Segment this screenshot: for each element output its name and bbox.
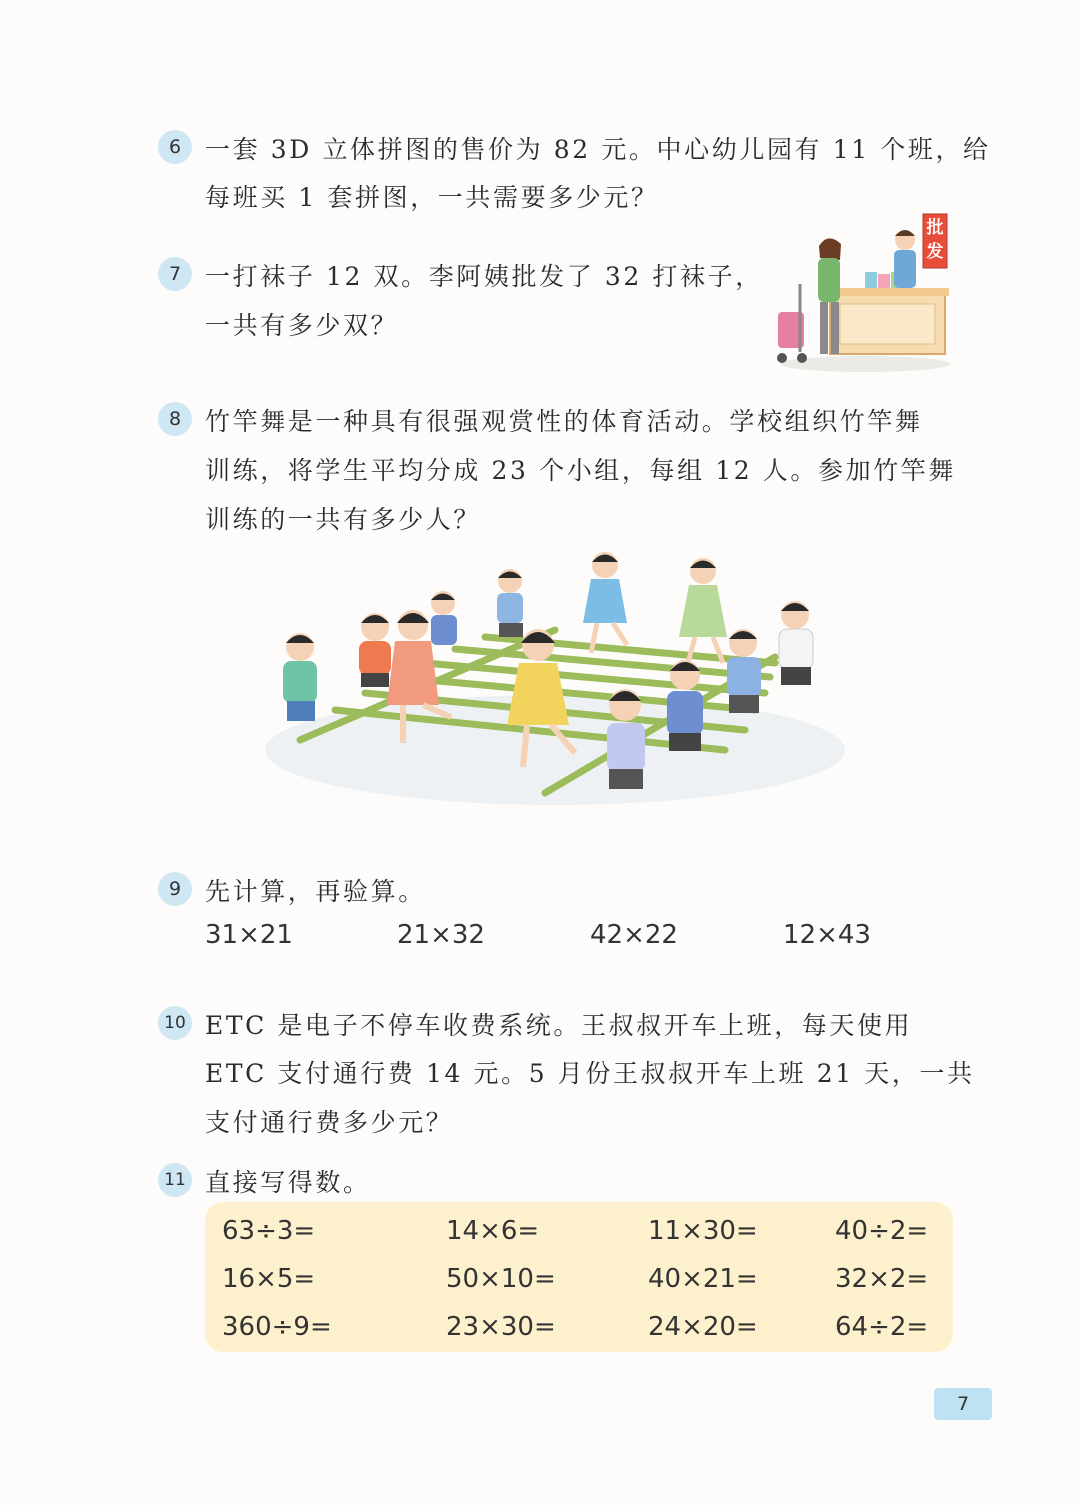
problem-7-line-2: 一共有多少双？ bbox=[205, 311, 399, 340]
problem-11-line-1: 直接写得数。 bbox=[205, 1168, 371, 1197]
calc-expression: 12×43 bbox=[783, 920, 871, 950]
problem-number-6: 6 bbox=[158, 130, 192, 164]
problem-9-line-1: 先计算，再验算。 bbox=[205, 877, 426, 906]
calc-expression: 21×32 bbox=[397, 920, 485, 950]
oral-item: 40÷2= bbox=[835, 1216, 929, 1246]
calc-expression: 42×22 bbox=[590, 920, 678, 950]
oral-item: 16×5= bbox=[222, 1264, 316, 1294]
problem-7-line-1: 一打袜子 12 双。李阿姨批发了 32 打袜子， bbox=[205, 262, 763, 291]
oral-item: 64÷2= bbox=[835, 1312, 929, 1342]
problem-number-11: 11 bbox=[158, 1163, 192, 1197]
oral-item: 24×20= bbox=[648, 1312, 758, 1342]
problem-8-line-3: 训练的一共有多少人？ bbox=[205, 505, 482, 534]
sign-char-1: 批 bbox=[926, 218, 944, 238]
problem-6-line-2: 每班买 1 套拼图，一共需要多少元？ bbox=[205, 183, 659, 212]
oral-item: 32×2= bbox=[835, 1264, 929, 1294]
wholesale-sign bbox=[923, 216, 947, 264]
oral-item: 23×30= bbox=[446, 1312, 556, 1342]
oral-item: 14×6= bbox=[446, 1216, 540, 1246]
problem-number-7: 7 bbox=[158, 257, 192, 291]
problem-number-8: 8 bbox=[158, 402, 192, 436]
problem-8-line-2: 训练，将学生平均分成 23 个小组，每组 12 人。参加竹竿舞 bbox=[205, 456, 957, 485]
calc-expression: 31×21 bbox=[205, 920, 293, 950]
sign-char-2: 发 bbox=[926, 242, 944, 262]
problem-8-line-1: 竹竿舞是一种具有很强观赏性的体育活动。学校组织竹竿舞 bbox=[205, 407, 923, 436]
oral-item: 360÷9= bbox=[222, 1312, 332, 1342]
oral-item: 50×10= bbox=[446, 1264, 556, 1294]
problem-10-line-2: ETC 支付通行费 14 元。5 月份王叔叔开车上班 21 天，一共 bbox=[205, 1059, 975, 1088]
oral-item: 63÷3= bbox=[222, 1216, 316, 1246]
oral-item: 11×30= bbox=[648, 1216, 758, 1246]
page-number: 7 bbox=[934, 1388, 992, 1420]
problem-number-9: 9 bbox=[158, 872, 192, 906]
oral-item: 40×21= bbox=[648, 1264, 758, 1294]
problem-10-line-3: 支付通行费多少元？ bbox=[205, 1108, 454, 1137]
problem-6-line-1: 一套 3D 立体拼图的售价为 82 元。中心幼儿园有 11 个班，给 bbox=[205, 135, 991, 164]
problem-number-10: 10 bbox=[158, 1006, 192, 1040]
problem-10-line-1: ETC 是电子不停车收费系统。王叔叔开车上班，每天使用 bbox=[205, 1011, 913, 1040]
bamboo-dance-illustration bbox=[255, 545, 865, 815]
